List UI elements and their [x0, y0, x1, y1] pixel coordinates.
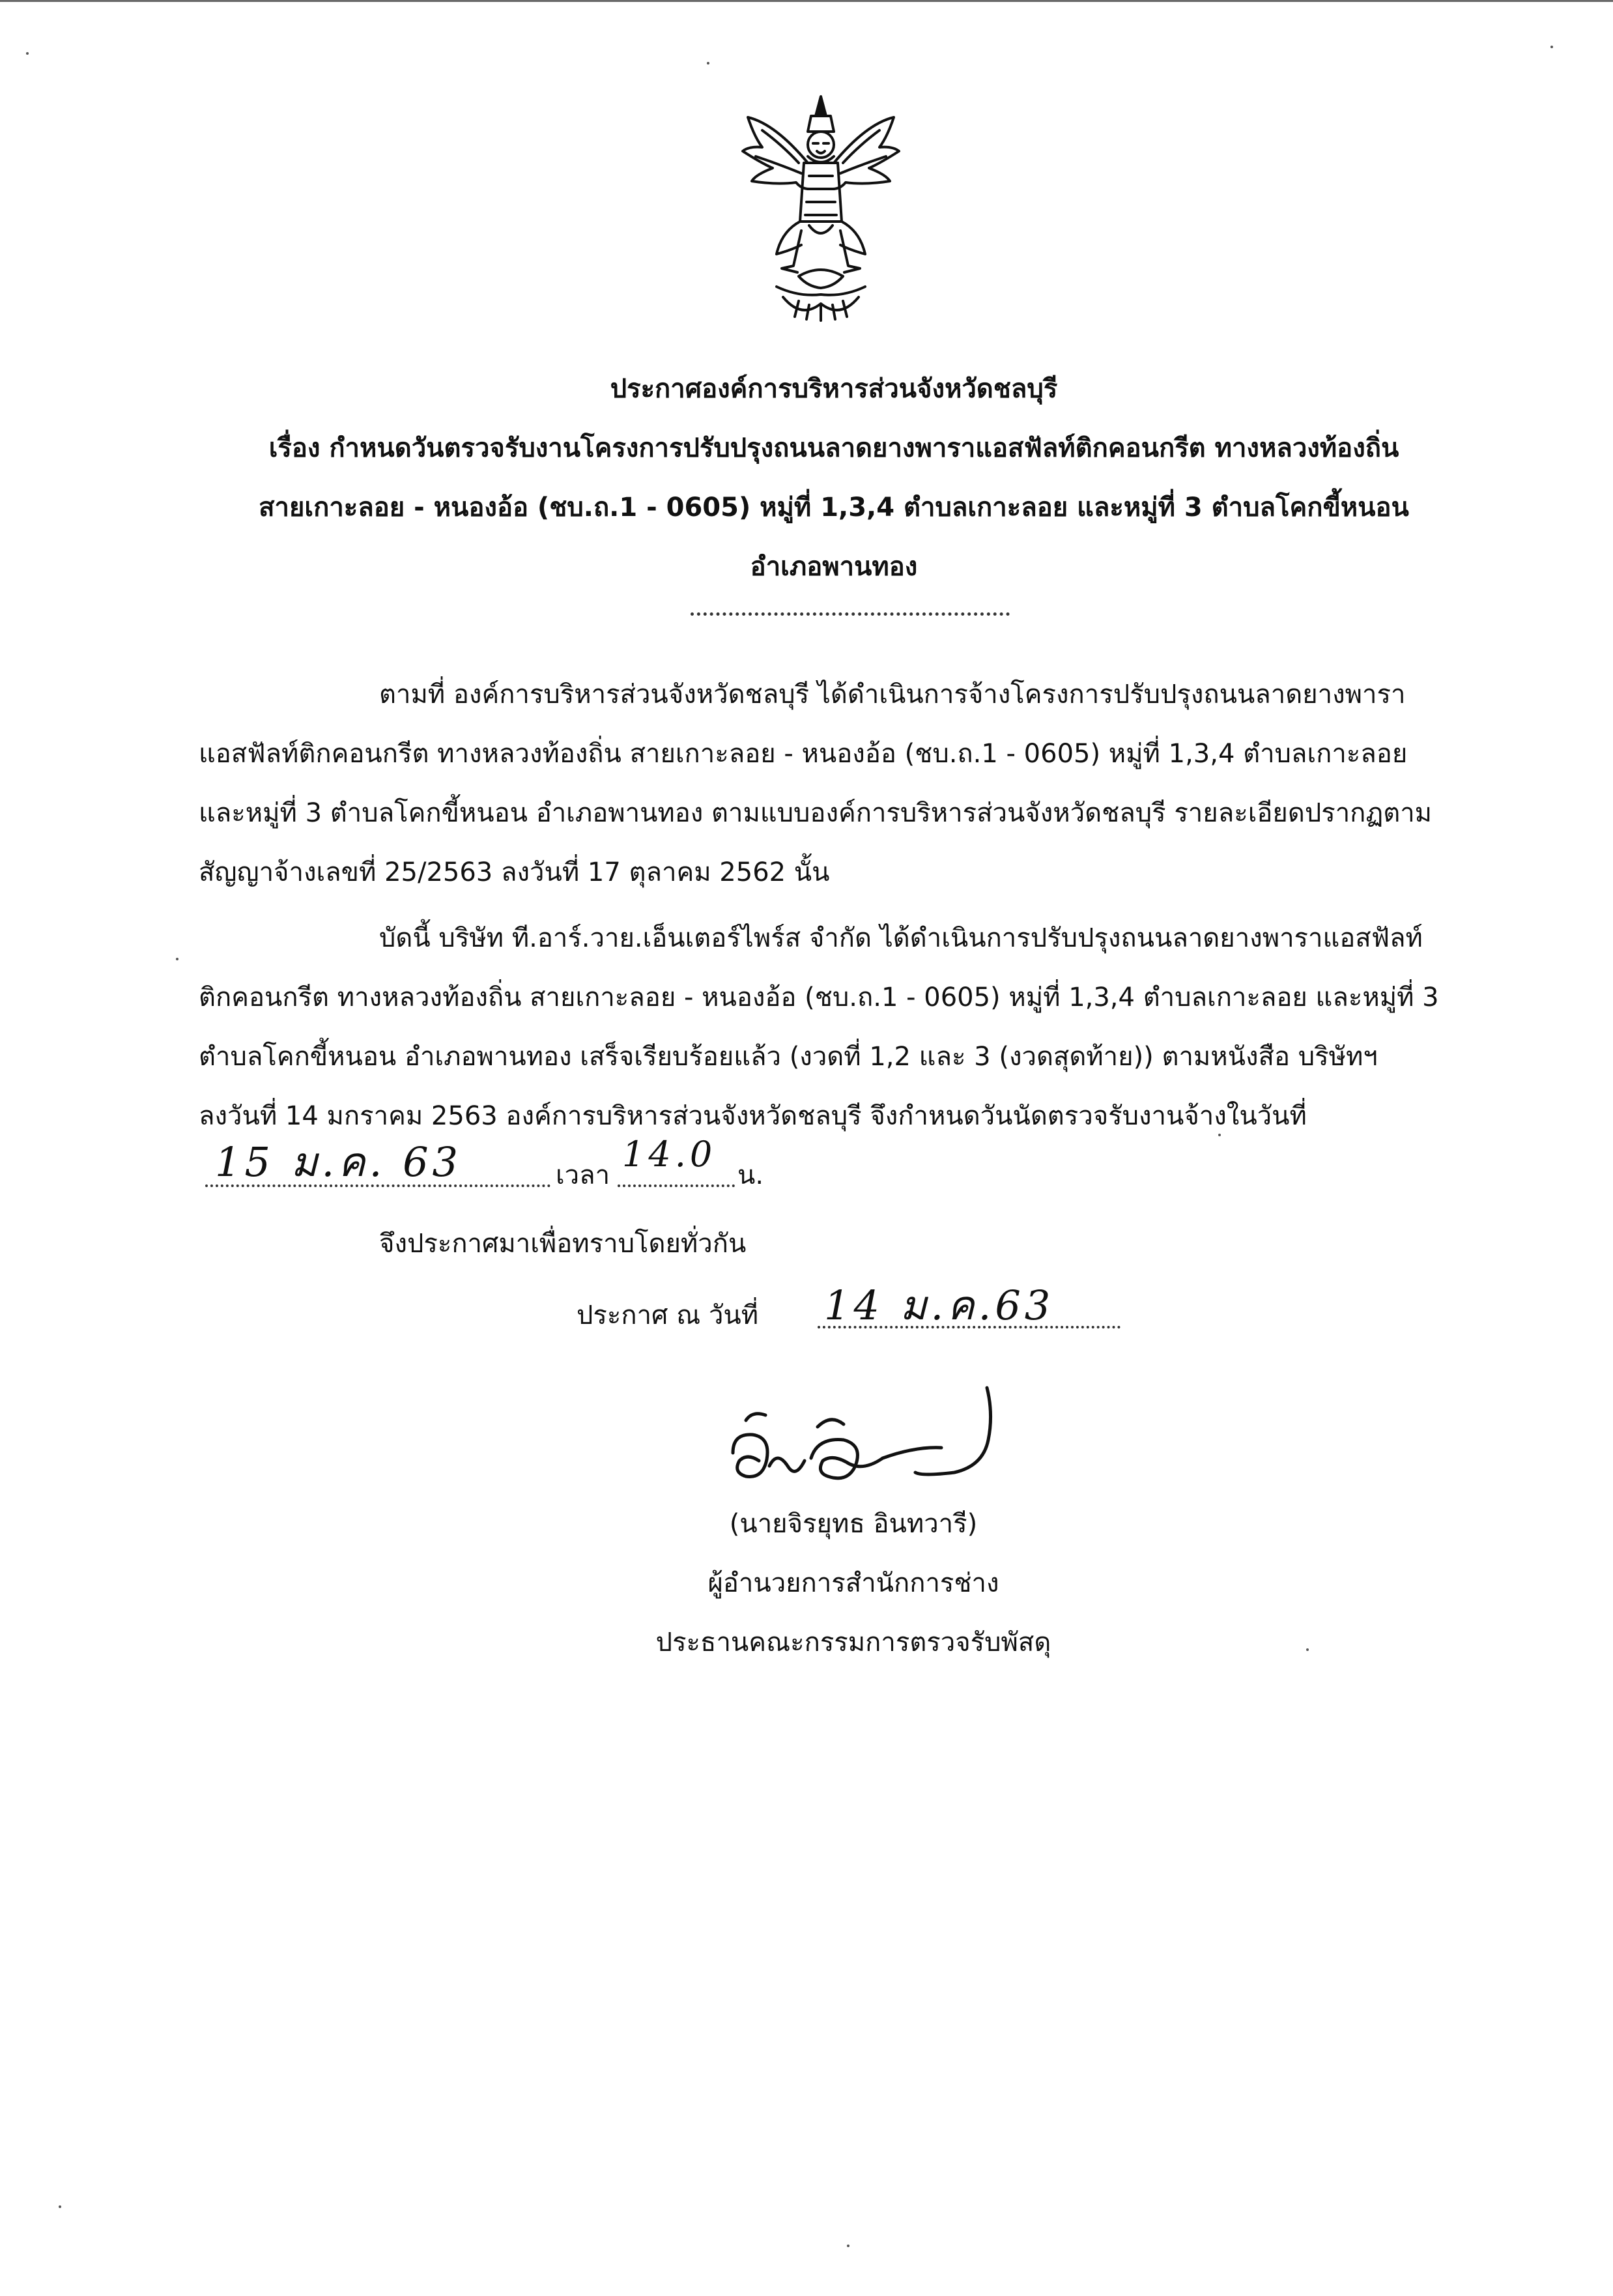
- handwritten-signature: [707, 1375, 1033, 1499]
- scan-speck: [176, 958, 178, 960]
- time-fill-dotted-line: [618, 1184, 735, 1187]
- body-paragraph-1-line: แอสฟัลท์ติกคอนกรีต ทางหลวงท้องถิ่น สายเกาะลอย - หนองอ้อ (ชบ.ถ.1 - 0605) หมู่ที่ 1,3,4 ตำบลเกาะลอย: [199, 739, 1408, 769]
- announce-date-label: ประกาศ ณ วันที่: [577, 1300, 759, 1330]
- body-paragraph-2-line: ติกคอนกรีต ทางหลวงท้องถิ่น สายเกาะลอย - หนองอ้อ (ชบ.ถ.1 - 0605) หมู่ที่ 1,3,4 ตำบลเกาะลอย และหมู่ที่ 3: [199, 983, 1439, 1012]
- time-unit: น.: [737, 1160, 764, 1190]
- body-paragraph-2-line: บัดนี้ บริษัท ที.อาร์.วาย.เอ็นเตอร์ไพร์ส จำกัด ได้ดำเนินการปรับปรุงถนนลาดยางพาราแอสฟัลท์: [379, 923, 1423, 953]
- scan-speck: [1550, 46, 1553, 48]
- inspection-date-handwritten: 15 ม.ค. 63: [215, 1138, 462, 1186]
- title-divider: [691, 612, 1010, 616]
- scan-speck: [1306, 1648, 1309, 1651]
- scan-speck: [1218, 1134, 1221, 1136]
- inspection-time-handwritten: 14.0: [622, 1134, 717, 1175]
- body-paragraph-1-line: ตามที่ องค์การบริหารส่วนจังหวัดชลบุรี ได้ดำเนินการจ้างโครงการปรับปรุงถนนลาดยางพารา: [379, 680, 1406, 710]
- scan-speck: [59, 2205, 61, 2208]
- body-paragraph-2-line: ตำบลโคกขี้หนอน อำเภอพานทอง เสร็จเรียบร้อยแล้ว (งวดที่ 1,2 และ 3 (งวดสุดท้าย)) ตามหนังสือ บริษัทฯ: [199, 1042, 1378, 1072]
- announce-date-handwritten: 14 ม.ค.63: [824, 1282, 1055, 1329]
- signatory-position: ผู้อำนวยการสำนักการช่าง: [707, 1568, 999, 1598]
- time-label: เวลา: [556, 1160, 610, 1190]
- scan-speck: [847, 2245, 849, 2247]
- scan-edge-line: [0, 0, 1613, 2]
- subject-line-cont-1: สายเกาะลอย - หนองอ้อ (ชบ.ถ.1 - 0605) หมู่ที่ 1,3,4 ตำบลเกาะลอย และหมู่ที่ 3 ตำบลโคกขี้หนอน: [259, 493, 1409, 523]
- body-paragraph-1-line: สัญญาจ้างเลขที่ 25/2563 ลงวันที่ 17 ตุลาคม 2562 นั้น: [199, 857, 830, 887]
- scan-speck: [26, 52, 29, 55]
- closing-line: จึงประกาศมาเพื่อทราบโดยทั่วกัน: [379, 1229, 747, 1259]
- body-paragraph-2-line: ลงวันที่ 14 มกราคม 2563 องค์การบริหารส่วนจังหวัดชลบุรี จึงกำหนดวันนัดตรวจรับงานจ้างในวันที่: [199, 1101, 1307, 1131]
- scan-speck: [707, 62, 709, 65]
- signatory-committee-role: ประธานคณะกรรมการตรวจรับพัสดุ: [655, 1628, 1051, 1657]
- subject-line: เรื่อง กำหนดวันตรวจรับงานโครงการปรับปรุงถนนลาดยางพาราแอสฟัลท์ติกคอนกรีต ทางหลวงท้องถิ่น: [268, 433, 1399, 463]
- garuda-emblem-icon: [736, 91, 906, 323]
- signatory-name: (นายจิรยุทธ อินทวารี): [729, 1509, 978, 1539]
- subject-line-cont-2: อำเภอพานทอง: [750, 552, 918, 582]
- announcement-title: ประกาศองค์การบริหารส่วนจังหวัดชลบุรี: [610, 374, 1058, 404]
- body-paragraph-1-line: และหมู่ที่ 3 ตำบลโคกขี้หนอน อำเภอพานทอง ตามแบบองค์การบริหารส่วนจังหวัดชลบุรี รายละเอียดปรากฏตาม: [199, 798, 1433, 828]
